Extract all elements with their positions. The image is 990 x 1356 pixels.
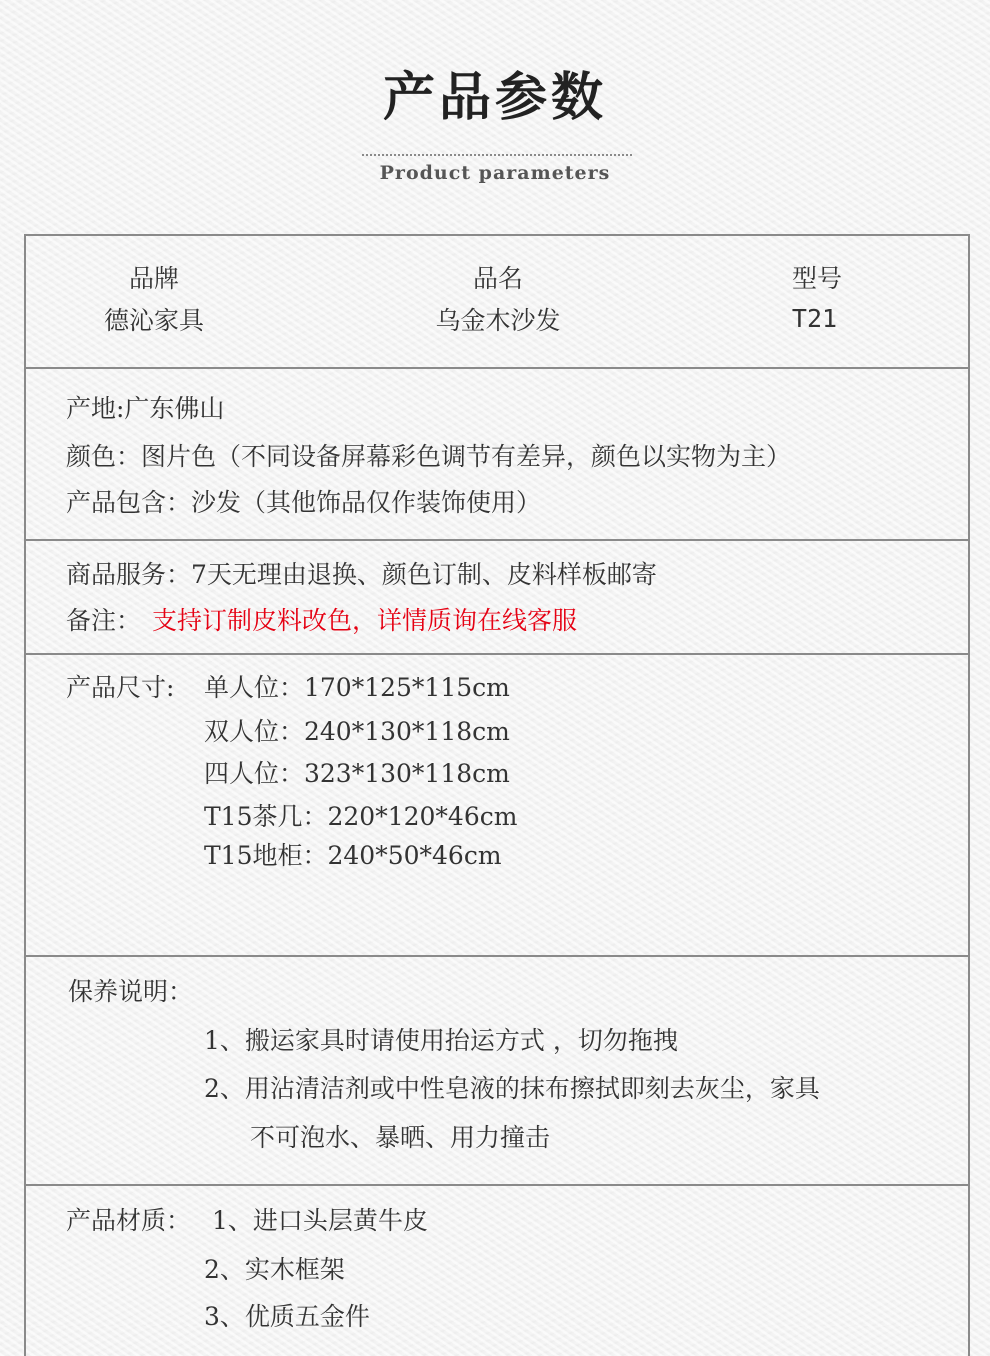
dimension-item: 四人位：323*130*118cm xyxy=(204,759,510,788)
care-item: 2、用沾清洁剂或中性皂液的抹布擦拭即刻去灰尘，家具 xyxy=(204,1074,820,1103)
page-subtitle: Product parameters xyxy=(379,162,611,184)
model-value: T21 xyxy=(791,304,838,333)
material-item: 1、进口头层黄牛皮 xyxy=(212,1206,428,1235)
brand-value: 德沁家具 xyxy=(103,306,204,335)
dimension-item: T15地柜：240*50*46cm xyxy=(204,841,502,870)
note-label: 备注： xyxy=(66,606,142,635)
origin-line: 产地:广东佛山 xyxy=(66,394,225,423)
service-line: 商品服务：7天无理由退换、颜色订制、皮料样板邮寄 xyxy=(66,560,657,589)
color-line: 颜色：图片色（不同设备屏幕彩色调节有差异，颜色以实物为主） xyxy=(66,442,792,471)
dimension-item: 单人位：170*125*115cm xyxy=(204,673,510,702)
materials-label: 产品材质： xyxy=(66,1206,192,1235)
care-label: 保养说明： xyxy=(68,977,194,1006)
product-name-value: 乌金木沙发 xyxy=(435,306,561,335)
dimensions-label: 产品尺寸: xyxy=(66,673,175,702)
row-divider xyxy=(26,539,968,541)
package-line: 产品包含：沙发（其他饰品仅作装饰使用） xyxy=(66,488,542,517)
material-item: 2、实木框架 xyxy=(204,1255,345,1284)
row-divider xyxy=(26,653,968,655)
row-divider xyxy=(26,367,968,369)
model-label: 型号 xyxy=(791,264,842,293)
dimension-item: T15茶几：220*120*46cm xyxy=(204,802,518,831)
row-divider xyxy=(26,1184,968,1186)
row-divider xyxy=(26,955,968,957)
note-value: 支持订制皮料改色，详情质询在线客服 xyxy=(152,606,578,635)
parameters-table xyxy=(24,234,970,1356)
page-title: 产品参数 xyxy=(382,68,607,128)
material-item: 3、优质五金件 xyxy=(204,1302,370,1331)
product-name-label: 品名 xyxy=(472,264,523,293)
dimension-item: 双人位：240*130*118cm xyxy=(204,717,510,746)
care-item: 不可泡水、暴晒、用力撞击 xyxy=(250,1123,551,1152)
title-divider xyxy=(362,154,632,156)
brand-label: 品牌 xyxy=(128,264,179,293)
care-item: 1、搬运家具时请使用抬运方式 ，切勿拖拽 xyxy=(204,1026,678,1055)
